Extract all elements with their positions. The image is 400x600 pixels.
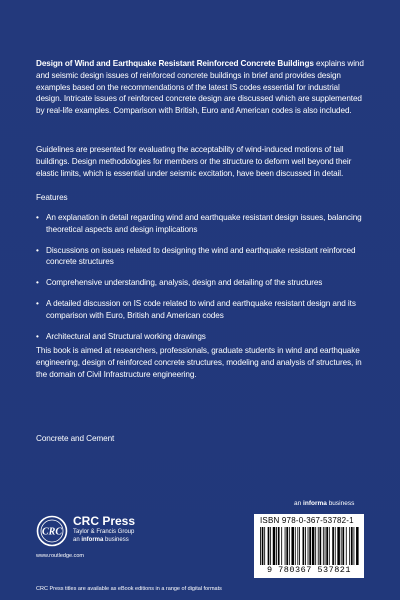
feature-item: • An explanation in detail regarding wind and earthquake resistant design issues, balancing theoretical aspects and design implications xyxy=(36,212,366,236)
intro-paragraph xyxy=(36,58,364,117)
feature-item: • Comprehensive understanding, analysis, design and detailing of the structures xyxy=(36,277,366,289)
intro-body: explains wind and seismic design issues of reinforced concrete buildings in brief and provides design examples based on the recommendations of the latest IS codes essential for industrial design. Intricate issues of reinforced concrete design are discussed which are supplemented by real-life examples. Comparison with British, Euro and American codes is also included. xyxy=(36,59,364,116)
features-heading: Features xyxy=(36,193,68,202)
isbn-label: ISBN 978-0-367-53782-1 xyxy=(260,516,354,525)
feature-item: • Discussions on issues related to designing the wind and earthquake resistant reinforced concrete structures xyxy=(36,245,366,269)
publisher-group: Taylor & Francis Group xyxy=(73,529,135,535)
feature-item: • A detailed discussion on IS code related to wind and earthquake resistant design and its comparison with Euro, British and American codes xyxy=(36,298,366,322)
publisher-informa: an informa business xyxy=(73,537,129,543)
feature-item: • Architectural and Structural working drawings xyxy=(36,331,366,343)
publisher-website: www.routledge.com xyxy=(36,553,84,559)
barcode-digits: 9 780367 537821 xyxy=(266,565,351,575)
publisher-name: CRC Press xyxy=(73,514,136,528)
barcode-bars xyxy=(258,527,360,565)
features-list xyxy=(36,212,366,351)
isbn-barcode xyxy=(254,514,364,578)
book-title: Design of Wind and Earthquake Resistant Reinforced Concrete Buildings xyxy=(36,59,314,68)
publisher-block xyxy=(73,515,135,544)
crc-press-logo-icon xyxy=(36,515,68,547)
logo-text: CRC xyxy=(41,526,63,538)
subject-category: Concrete and Cement xyxy=(36,434,115,443)
audience-paragraph: This book is aimed at researchers, professionals, graduate students in wind and earthquake engineering, design of reinforced concrete structures, modeling and analysis of structures, in the domain of Civil Infrastructure engineering. xyxy=(36,346,362,379)
guidelines-paragraph: Guidelines are presented for evaluating the acceptability of wind-induced motions of tall buildings. Design methodologies for members or the structure to deform well beyond their elastic limits, which is essential under seismic excitation, have been discussed in detail. xyxy=(36,145,352,178)
ebook-note: CRC Press titles are available as eBook editions in a range of digital formats xyxy=(36,586,222,592)
informa-business-tag: an informa business xyxy=(294,500,355,507)
